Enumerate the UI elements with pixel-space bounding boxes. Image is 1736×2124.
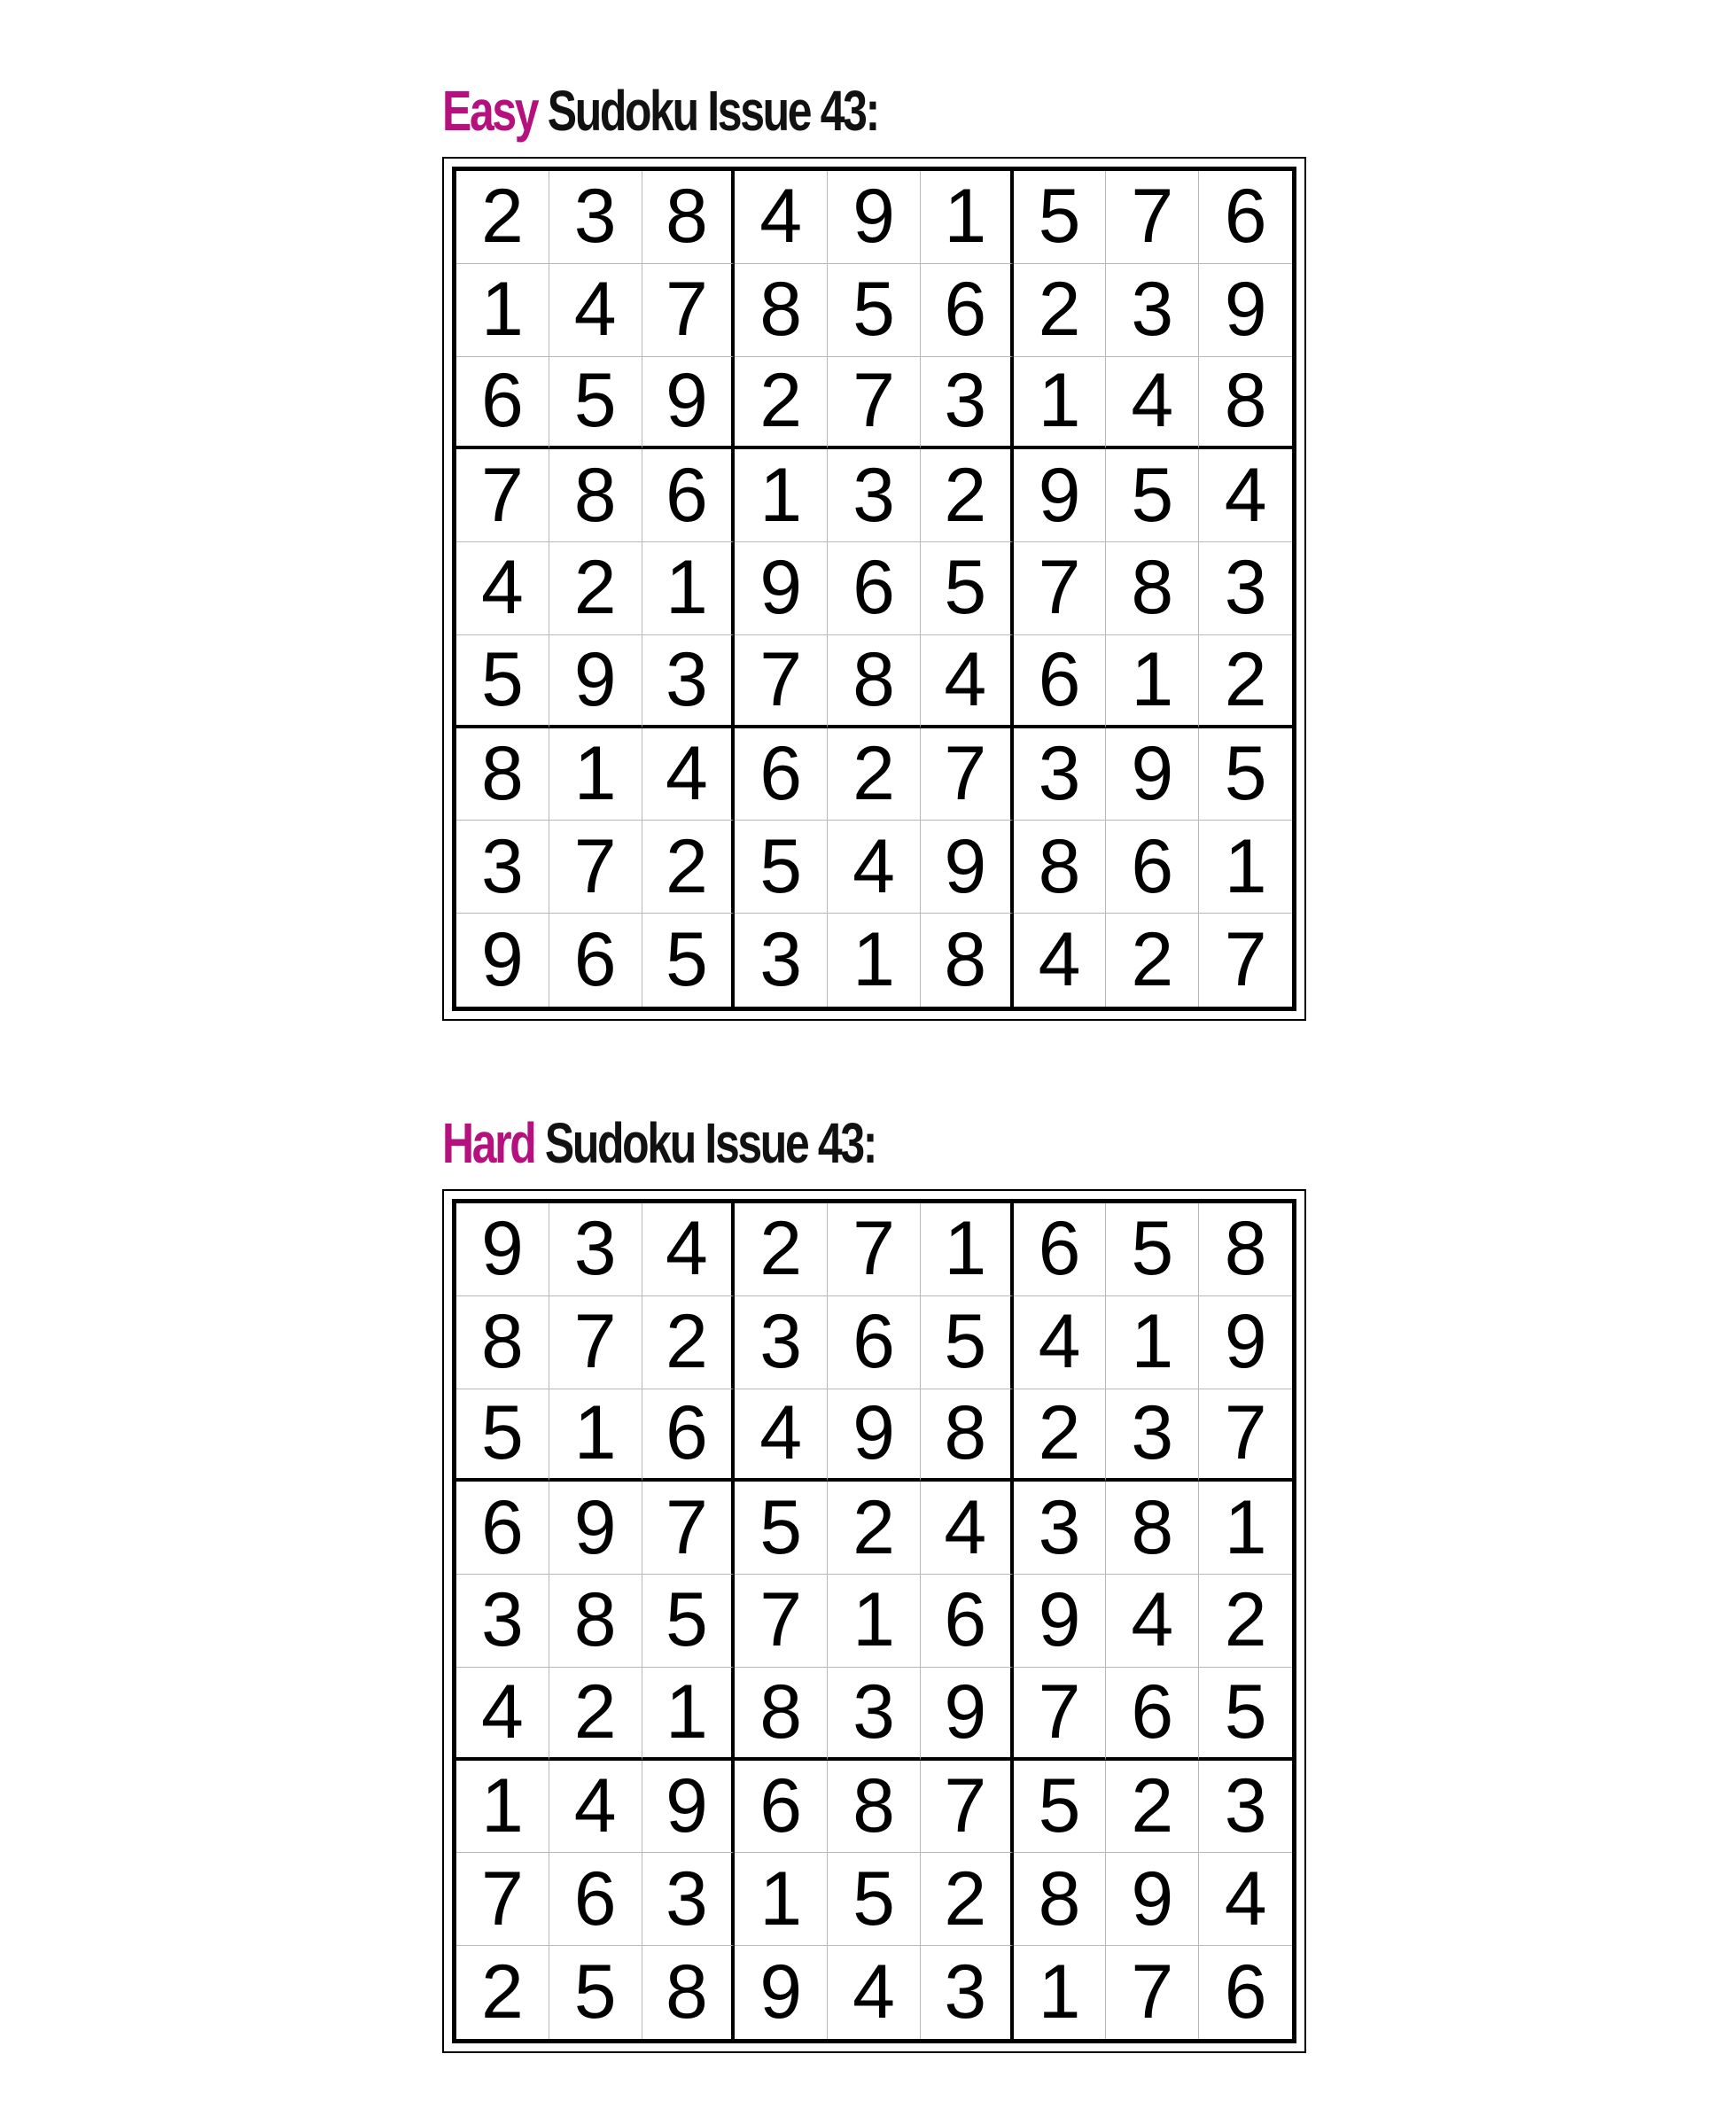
sudoku-cell: 8 xyxy=(1199,1203,1292,1296)
sudoku-cell: 6 xyxy=(549,1853,642,1946)
sudoku-cell: 8 xyxy=(921,914,1014,1007)
sudoku-cell: 5 xyxy=(735,821,828,914)
sudoku-cell: 7 xyxy=(735,1575,828,1668)
sudoku-cell: 6 xyxy=(456,357,549,450)
sudoku-cell: 7 xyxy=(549,1296,642,1389)
sudoku-cell: 6 xyxy=(921,1575,1014,1668)
sudoku-cell: 9 xyxy=(456,914,549,1007)
sudoku-cell: 8 xyxy=(456,1296,549,1389)
sudoku-cell: 1 xyxy=(456,264,549,357)
sudoku-cell: 3 xyxy=(828,1668,921,1761)
sudoku-cell: 7 xyxy=(456,449,549,542)
sudoku-cell: 6 xyxy=(1014,1203,1107,1296)
easy-puzzle-title xyxy=(442,66,878,155)
sudoku-cell: 4 xyxy=(456,1668,549,1761)
sudoku-cell: 1 xyxy=(828,914,921,1007)
sudoku-cell: 4 xyxy=(828,821,921,914)
sudoku-cell: 2 xyxy=(1106,1761,1199,1854)
sudoku-cell: 5 xyxy=(1199,728,1292,821)
sudoku-cell: 7 xyxy=(921,1761,1014,1854)
sudoku-cell: 3 xyxy=(1106,264,1199,357)
sudoku-cell: 9 xyxy=(1014,1575,1107,1668)
hard-puzzle-title xyxy=(442,1099,876,1187)
sudoku-cell: 1 xyxy=(921,1203,1014,1296)
sudoku-cell: 4 xyxy=(1199,449,1292,542)
sudoku-cell: 1 xyxy=(735,1853,828,1946)
sudoku-cell: 9 xyxy=(921,821,1014,914)
sudoku-cell: 5 xyxy=(735,1482,828,1575)
sudoku-cell: 1 xyxy=(1199,821,1292,914)
sudoku-cell: 7 xyxy=(549,821,642,914)
sudoku-cell: 1 xyxy=(1014,1946,1107,2039)
sudoku-cell: 4 xyxy=(1014,1296,1107,1389)
sudoku-cell: 9 xyxy=(828,1389,921,1482)
sudoku-cell: 7 xyxy=(921,728,1014,821)
sudoku-cell: 1 xyxy=(1106,635,1199,728)
sudoku-cell: 4 xyxy=(921,1482,1014,1575)
sudoku-cell: 1 xyxy=(735,449,828,542)
sudoku-cell: 7 xyxy=(1014,1668,1107,1761)
sudoku-cell: 2 xyxy=(456,1946,549,2039)
sudoku-cell: 7 xyxy=(1224,917,1267,1003)
sudoku-cell: 1 xyxy=(642,1668,736,1761)
sudoku-cell: 5 xyxy=(549,357,642,450)
sudoku-cell: 6 xyxy=(828,542,921,635)
sudoku-cell: 5 xyxy=(642,1575,736,1668)
sudoku-cell: 7 xyxy=(456,1853,549,1946)
sudoku-cell: 8 xyxy=(735,1668,828,1761)
sudoku-cell: 3 xyxy=(1106,1389,1199,1482)
sudoku-cell: 2 xyxy=(456,171,549,264)
sudoku-cell: 2 xyxy=(1199,635,1292,728)
sudoku-cell: 3 xyxy=(642,1853,736,1946)
sudoku-cell: 9 xyxy=(1014,449,1107,542)
sudoku-cell: 9 xyxy=(735,542,828,635)
title-issue-label: Sudoku Issue 43: xyxy=(547,79,878,143)
sudoku-cell: 6 xyxy=(642,1389,736,1482)
sudoku-cell: 1 xyxy=(642,542,736,635)
sudoku-cell: 8 xyxy=(921,1389,1014,1482)
sudoku-cell: 3 xyxy=(1014,1482,1107,1575)
sudoku-cell: 6 xyxy=(1106,821,1199,914)
sudoku-cell: 3 xyxy=(735,1296,828,1389)
sudoku-cell: 4 xyxy=(735,171,828,264)
sudoku-cell: 9 xyxy=(1199,1296,1292,1389)
sudoku-cell: 6 xyxy=(1106,1668,1199,1761)
sudoku-cell: 9 xyxy=(549,1482,642,1575)
sudoku-cell: 7 xyxy=(1199,1389,1292,1482)
sudoku-cell: 6 xyxy=(642,449,736,542)
sudoku-cell: 4 xyxy=(735,1389,828,1482)
sudoku-cell: 4 xyxy=(549,1761,642,1854)
sudoku-cell: 7 xyxy=(1106,1946,1199,2039)
sudoku-cell: 8 xyxy=(642,1946,736,2039)
sudoku-cell: 6 xyxy=(921,264,1014,357)
sudoku-cell: 4 xyxy=(456,542,549,635)
sudoku-cell: 2 xyxy=(735,357,828,450)
sudoku-grid xyxy=(452,167,1296,1011)
sudoku-cell: 2 xyxy=(828,1482,921,1575)
sudoku-cell: 6 xyxy=(1014,635,1107,728)
sudoku-cell: 2 xyxy=(735,1203,828,1296)
sudoku-cell: 4 xyxy=(828,1946,921,2039)
sudoku-cell: 2 xyxy=(642,821,736,914)
sudoku-cell: 5 xyxy=(828,1853,921,1946)
sudoku-cell: 8 xyxy=(1014,1853,1107,1946)
sudoku-cell: 5 xyxy=(828,264,921,357)
sudoku-cell: 7 xyxy=(735,635,828,728)
sudoku-cell: 6 xyxy=(828,1296,921,1389)
sudoku-cell: 1 xyxy=(456,1761,549,1854)
sudoku-cell: 2 xyxy=(642,1296,736,1389)
sudoku-cell: 3 xyxy=(549,171,642,264)
title-issue-label: Sudoku Issue 43: xyxy=(544,1111,876,1175)
sudoku-cell: 5 xyxy=(1199,1668,1292,1761)
sudoku-cell: 6 xyxy=(456,1482,549,1575)
sudoku-cell: 2 xyxy=(1014,1389,1107,1482)
sudoku-cell: 4 xyxy=(1106,1575,1199,1668)
sudoku-cell: 5 xyxy=(1014,171,1107,264)
sudoku-cell: 1 xyxy=(1199,1482,1292,1575)
sudoku-cell: 3 xyxy=(1199,542,1292,635)
sudoku-cell: 3 xyxy=(549,1203,642,1296)
sudoku-cell: 9 xyxy=(1106,1853,1199,1946)
sudoku-cell: 8 xyxy=(1106,1482,1199,1575)
sudoku-cell: 1 xyxy=(921,171,1014,264)
sudoku-cell: 9 xyxy=(642,357,736,450)
sudoku-cell: 3 xyxy=(1199,1761,1292,1854)
sudoku-cell: 4 xyxy=(1014,914,1107,1007)
sudoku-cell: 1 xyxy=(1014,357,1107,450)
sudoku-grid xyxy=(452,1199,1296,2043)
sudoku-cell: 8 xyxy=(1199,357,1292,450)
sudoku-cell: 2 xyxy=(1199,1575,1292,1668)
sudoku-cell: 2 xyxy=(921,1853,1014,1946)
sudoku-cell: 8 xyxy=(1106,542,1199,635)
sudoku-cell: 8 xyxy=(735,264,828,357)
sudoku-cell: 4 xyxy=(1199,1853,1292,1946)
sudoku-cell: 2 xyxy=(549,542,642,635)
sudoku-cell: 6 xyxy=(549,914,642,1007)
sudoku-cell: 8 xyxy=(1014,821,1107,914)
sudoku-cell: 8 xyxy=(456,728,549,821)
title-level-label: Hard xyxy=(442,1111,535,1175)
sudoku-cell: 9 xyxy=(1106,728,1199,821)
sudoku-cell: 9 xyxy=(549,635,642,728)
sudoku-cell: 8 xyxy=(828,1761,921,1854)
sudoku-cell: 4 xyxy=(642,728,736,821)
sudoku-cell: 5 xyxy=(549,1946,642,2039)
sudoku-cell: 1 xyxy=(1106,1296,1199,1389)
sudoku-cell: 3 xyxy=(456,1575,549,1668)
sudoku-frame xyxy=(442,157,1306,1021)
sudoku-cell: 7 xyxy=(828,1203,921,1296)
sudoku-cell: 3 xyxy=(921,1946,1014,2039)
sudoku-cell: 7 xyxy=(1106,171,1199,264)
sudoku-cell: 3 xyxy=(828,449,921,542)
sudoku-cell: 1 xyxy=(549,1389,642,1482)
sudoku-cell: 7 xyxy=(642,264,736,357)
sudoku-cell: 3 xyxy=(921,357,1014,450)
sudoku-cell: 8 xyxy=(549,449,642,542)
sudoku-cell: 9 xyxy=(642,1761,736,1854)
sudoku-cell: 7 xyxy=(828,357,921,450)
sudoku-cell: 2 xyxy=(1014,264,1107,357)
sudoku-cell: 9 xyxy=(1199,264,1292,357)
sudoku-cell: 9 xyxy=(456,1203,549,1296)
sudoku-cell: 7 xyxy=(1014,542,1107,635)
sudoku-cell: 5 xyxy=(921,542,1014,635)
sudoku-cell: 3 xyxy=(642,635,736,728)
sudoku-cell: 3 xyxy=(735,914,828,1007)
sudoku-cell: 2 xyxy=(828,728,921,821)
sudoku-cell: 8 xyxy=(828,635,921,728)
sudoku-cell: 6 xyxy=(1199,171,1292,264)
sudoku-cell: 6 xyxy=(735,728,828,821)
sudoku-cell: 1 xyxy=(549,728,642,821)
sudoku-cell: 6 xyxy=(735,1761,828,1854)
sudoku-cell: 7 xyxy=(642,1482,736,1575)
sudoku-cell: 5 xyxy=(921,1296,1014,1389)
sudoku-cell: 4 xyxy=(642,1203,736,1296)
sudoku-cell: 1 xyxy=(828,1575,921,1668)
sudoku-cell: 2 xyxy=(549,1668,642,1761)
sudoku-cell: 8 xyxy=(549,1575,642,1668)
sudoku-cell: 2 xyxy=(921,449,1014,542)
sudoku-cell: 5 xyxy=(1014,1761,1107,1854)
sudoku-cell: 6 xyxy=(1224,1949,1267,2035)
sudoku-cell: 3 xyxy=(1014,728,1107,821)
sudoku-cell: 3 xyxy=(456,821,549,914)
sudoku-cell: 8 xyxy=(642,171,736,264)
sudoku-cell: 5 xyxy=(1106,449,1199,542)
sudoku-cell: 9 xyxy=(735,1946,828,2039)
sudoku-cell: 4 xyxy=(921,635,1014,728)
title-level-label: Easy xyxy=(442,79,538,143)
sudoku-cell: 5 xyxy=(1106,1203,1199,1296)
sudoku-cell: 5 xyxy=(642,914,736,1007)
sudoku-cell: 5 xyxy=(456,1389,549,1482)
sudoku-cell: 4 xyxy=(549,264,642,357)
sudoku-cell: 5 xyxy=(456,635,549,728)
sudoku-cell: 9 xyxy=(921,1668,1014,1761)
sudoku-cell: 2 xyxy=(1106,914,1199,1007)
sudoku-frame xyxy=(442,1189,1306,2053)
sudoku-cell: 4 xyxy=(1106,357,1199,450)
sudoku-cell: 9 xyxy=(828,171,921,264)
